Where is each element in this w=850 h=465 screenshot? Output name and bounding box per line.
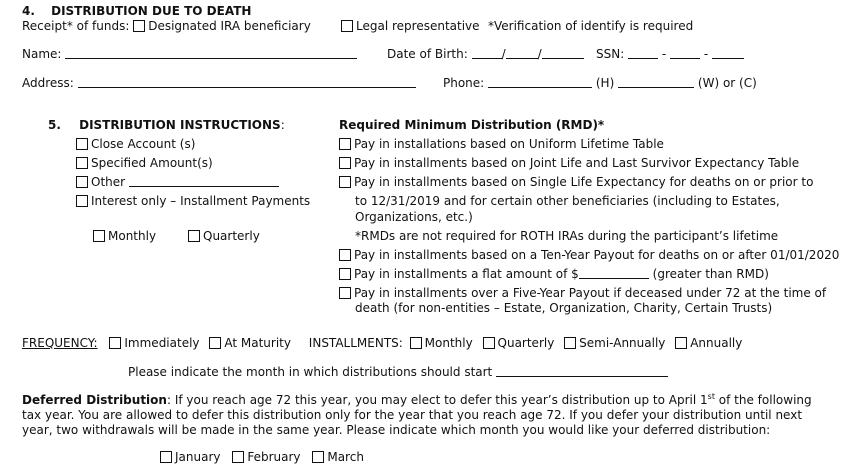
ira-beneficiary-label: Designated IRA beneficiary [148,19,311,33]
deferred-march-label: March [327,450,364,464]
specified-amount-checkbox[interactable] [76,157,88,169]
other-option [76,175,279,189]
frequency-immediately-checkbox[interactable] [109,337,121,349]
start-month-prompt: Please indicate the month in which distributions should start [128,365,493,379]
section5-title: DISTRIBUTION INSTRUCTIONS [79,118,281,132]
phone-home-label: (H) [595,76,615,90]
interest-only-label: Interest only – Installment Payments [91,194,311,208]
frequency-maturity-option [209,336,291,350]
installments-semiannual-label: Semi-Annually [579,336,666,350]
installments-quarterly-option [483,336,555,350]
rmd-title: Required Minimum Distribution (RMD)* [339,118,605,132]
rmd-joint-checkbox[interactable] [339,157,351,169]
rmd-ten-year-option [339,248,839,262]
rmd-single-checkbox[interactable] [339,176,351,188]
quarterly-label: Quarterly [203,229,260,243]
deferred-march-checkbox[interactable] [312,451,324,463]
rmd-flat-amount-checkbox[interactable] [339,268,351,280]
frequency-immediately-label: Immediately [124,336,200,350]
ssn-label: SSN: [596,47,625,61]
close-account-checkbox[interactable] [76,138,88,150]
section4-heading [22,4,251,18]
installments-monthly-label: Monthly [424,336,473,350]
deferred-january-checkbox[interactable] [160,451,172,463]
ira-beneficiary-checkbox[interactable] [133,20,145,32]
receipt-row [22,19,311,33]
rmd-uniform-label: Pay in installations based on Uniform Lifetime Table [354,137,664,151]
deferred-superscript: st [707,392,715,401]
installments-monthly-option [410,336,473,350]
section4-title: DISTRIBUTION DUE TO DEATH [51,4,252,18]
phone-label: Phone: [443,76,485,90]
address-field[interactable] [78,76,416,88]
monthly-option [93,229,156,243]
deferred-paragraph [22,393,834,438]
rmd-roth-note: *RMDs are not required for ROTH IRAs during the participant’s lifetime [355,229,779,243]
rmd-flat-amount-field[interactable] [579,267,649,279]
dob-label: Date of Birth: [387,47,468,61]
deferred-text-a: : If you reach age 72 this year, you may elect to defer this year’s distribution up to April 1 [166,393,708,407]
quarterly-option [188,229,260,243]
rmd-five-year-line2: death (for non-entities – Estate, Organization, Charity, Certain Trusts) [355,301,773,315]
interest-only-checkbox[interactable] [76,195,88,207]
phone-row [443,76,757,90]
installments-quarterly-checkbox[interactable] [483,337,495,349]
legal-rep-option [341,19,480,33]
section4-number: 4. [22,4,35,18]
specified-amount-option [76,156,213,170]
quarterly-checkbox[interactable] [188,230,200,242]
section5-number: 5. [48,118,61,132]
verification-note: *Verification of identify is required [488,19,694,33]
other-field[interactable] [129,175,279,187]
rmd-ten-year-checkbox[interactable] [339,249,351,261]
specified-amount-label: Specified Amount(s) [91,156,213,170]
frequency-maturity-checkbox[interactable] [209,337,221,349]
ssn-row [596,47,744,61]
dob-month-field[interactable] [472,47,502,59]
interest-only-option [76,194,310,208]
monthly-checkbox[interactable] [93,230,105,242]
monthly-label: Monthly [108,229,157,243]
frequency-label: FREQUENCY: [22,336,98,350]
frequency-row [22,336,748,350]
deferred-february-checkbox[interactable] [232,451,244,463]
installments-semiannual-option [564,336,665,350]
start-month-field[interactable] [496,365,668,377]
receipt-label: Receipt* of funds: [22,19,130,33]
rmd-single-line3: Organizations, etc.) [355,210,473,224]
legal-representative-label: Legal representative [356,19,480,33]
rmd-uniform-option [339,137,664,151]
phone-work-label: (W) or (C) [697,76,757,90]
rmd-joint-label: Pay in installments based on Joint Life and Last Survivor Expectancy Table [354,156,800,170]
close-account-label: Close Account (s) [91,137,196,151]
rmd-ten-year-label: Pay in installments based on a Ten-Year Payout for deaths on or after 01/01/2020 [354,248,840,262]
rmd-flat-amount-option [339,267,769,281]
dob-row [387,47,584,61]
rmd-flat-amount-note: (greater than RMD) [652,267,769,281]
frequency-maturity-label: At Maturity [224,336,291,350]
address-row [22,76,416,90]
installments-monthly-checkbox[interactable] [410,337,422,349]
section5-heading [48,118,285,132]
rmd-five-year-checkbox[interactable] [339,287,351,299]
name-row [22,47,357,61]
deferred-text-b: of the following tax year. You are allowed to defer this distribution only for the year that you reach age 72. If you defer your distribution until next year, two withdrawals will be made in the same year. Please indicate which month you would like your deferred distribution: [22,393,812,437]
installments-quarterly-label: Quarterly [497,336,555,350]
ssn-separator: - [703,47,709,61]
deferred-january-label: January [175,450,221,464]
rmd-single-line2: to 12/31/2019 and for certain other beneficiaries (including to Estates, [355,194,780,208]
phone-home-field[interactable] [488,76,592,88]
installments-semiannual-checkbox[interactable] [564,337,576,349]
dob-separator: / [537,47,542,61]
close-account-option [76,137,195,151]
section5-title-colon: : [280,118,285,132]
dob-day-field[interactable] [506,47,538,59]
name-field[interactable] [65,47,357,59]
deferred-february-option [232,450,300,464]
dob-separator: / [501,47,506,61]
rmd-single-option [339,175,813,189]
address-label: Address: [22,76,74,90]
name-label: Name: [22,47,62,61]
other-checkbox[interactable] [76,176,88,188]
rmd-joint-option [339,156,799,170]
rmd-uniform-checkbox[interactable] [339,138,351,150]
dob-year-field[interactable] [542,47,584,59]
ssn-area-field[interactable] [628,47,658,59]
deferred-january-option [160,450,221,464]
legal-representative-checkbox[interactable] [341,20,353,32]
deferred-months-row [160,450,370,464]
rmd-flat-amount-label: Pay in installments a flat amount of $ [354,267,579,281]
installments-annual-option [675,336,742,350]
ssn-separator: - [661,47,667,61]
rmd-five-year-label: Pay in installments over a Five-Year Payout if deceased under 72 at the time of [354,286,827,300]
deferred-march-option [312,450,364,464]
installments-annual-checkbox[interactable] [675,337,687,349]
installments-label: INSTALLMENTS: [308,336,403,350]
other-label: Other [91,175,126,189]
ssn-group-field[interactable] [670,47,700,59]
installments-annual-label: Annually [690,336,743,350]
rmd-five-year-option [339,286,826,300]
deferred-title: Deferred Distribution [22,393,167,407]
start-month-row [128,365,668,379]
ssn-serial-field[interactable] [712,47,744,59]
frequency-immediately-option [109,336,199,350]
rmd-single-label: Pay in installments based on Single Life Expectancy for deaths on or prior to [354,175,814,189]
phone-work-field[interactable] [618,76,694,88]
deferred-february-label: February [247,450,301,464]
